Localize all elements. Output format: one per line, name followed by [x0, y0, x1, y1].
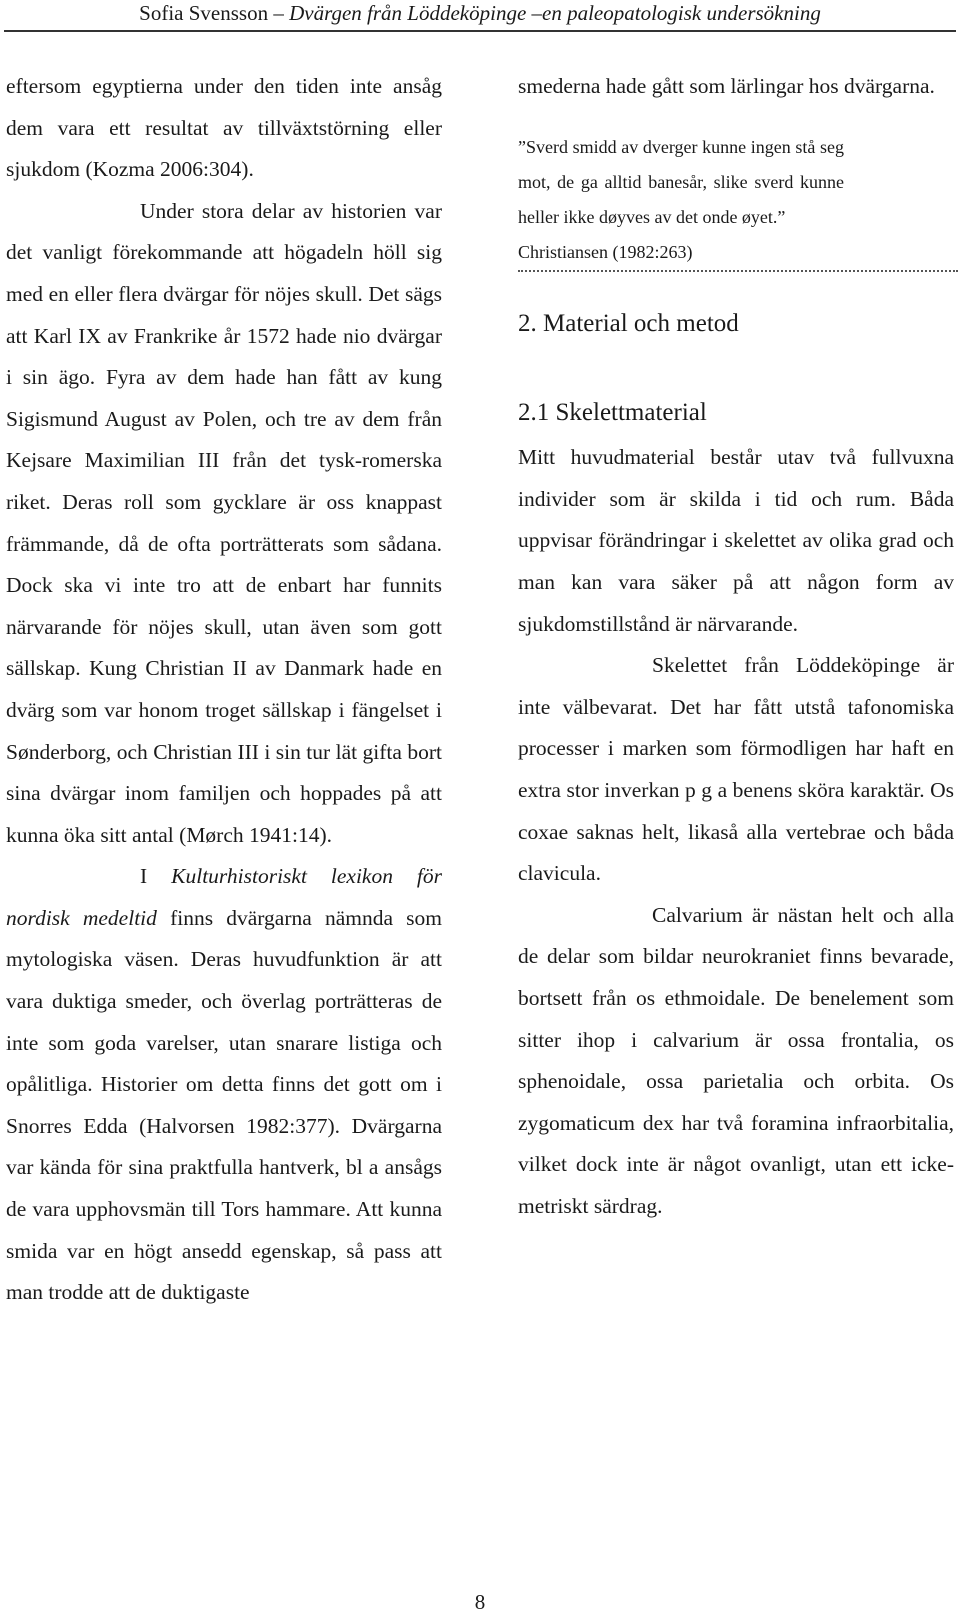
left-paragraph-3-post: finns dvärgarna nämnda som mytologiska väsen. Deras huvudfunktion är att vara duktiga smeder, och överlag porträtteras de inte som goda varelser, utan snarare listiga och opålitliga. Historier om detta finns det gott om i Snorres Edda (Halvorsen 1982:377). Dvärgarna var kända för sina praktfulla hantverk, bl a ansågs de vara upphovsmän till Tors hammare. Att kunna smida var en högt ansedd egenskap, så pass att man trodde att de duktigaste: [6, 905, 443, 1305]
right-paragraph-4: Calvarium är nästan helt och alla de delar som bildar neurokraniet finns bevarade, bortsett från os ethmoidale. De benelement som sitter ihop i calvarium är ossa frontalia, os sphenoidale, ossa parietalia och orbita. Os zygomaticum dex har två foramina infraorbitalia, vilket dock inte är något ovanligt, utan ett icke-metriskt särdrag.: [518, 902, 954, 1218]
left-paragraph-1: eftersom egyptierna under den tiden inte ansåg dem vara ett resultat av tillväxtstörning eller sjukdom (Kozma 2006:304).: [6, 74, 442, 182]
dotted-divider: [518, 270, 958, 272]
quote-citation: Christiansen (1982:263): [518, 242, 693, 263]
left-column: [6, 66, 442, 1314]
section-heading: 2. Material och metod: [518, 310, 739, 338]
block-quote: ”Sverd smidd av dverger kunne ingen stå seg mot, de ga alltid banesår, slike sverd kunne heller ikke døyves av det onde øyet.”: [518, 136, 844, 227]
right-column: [518, 66, 954, 1227]
header-dash: –: [268, 1, 290, 25]
left-paragraph-3-pre: I: [140, 864, 172, 889]
left-paragraph-2: Under stora delar av historien var det vanligt förekommande att högadeln höll sig med en eller flera dvärgar för nöjes skull. Det sägs att Karl IX av Frankrike år 1572 hade nio dvärgar i sin ägo. Fyra av dem hade han fått av kung Sigismund August av Polen, och tre av dem från Kejsare Maximilian III från det tysk-romerska riket. Deras roll som gycklare är oss knappast främmande, då de ofta porträtterats som sådana. Dock ska vi inte tro att de enbart har funnits närvarande för nöjes skull, utan även som gott sällskap. Kung Christian II av Danmark hade en dvärg som var honom troget sällskap i fängelset i Sønderborg, och Christian III i sin tur lät gifta bort sina dvärgar inom familjen och hoppades på att kunna öka sitt antal (Mørch 1941:14).: [6, 198, 442, 847]
right-paragraph-2: Mitt huvudmaterial består utav två fullvuxna individer som är skilda i tid och rum. Båda uppvisar förändringar i skelettet av olika grad och man kan vara säker på att någon form av sjukdomstillstånd är närvarande.: [518, 445, 954, 636]
page-number: 8: [474, 1590, 486, 1614]
header-author: Sofia Svensson: [139, 1, 269, 25]
header-title: Dvärgen från Löddeköpinge –en paleopatologisk undersökning: [289, 1, 821, 25]
running-header: [0, 0, 960, 34]
subsection-heading: 2.1 Skelettmaterial: [518, 399, 707, 427]
header-rule: [4, 30, 956, 32]
lexicon-title: Kulturhistoriskt lexikon för nordisk medeltid: [6, 864, 442, 930]
right-paragraph-1: smederna hade gått som lärlingar hos dvärgarna.: [518, 74, 935, 98]
right-paragraph-3: Skelettet från Löddeköpinge är inte välbevarat. Det har fått utstå tafonomiska processer i marken som förmodligen har haft en extra stor inverkan p g a benens sköra karaktär. Os coxae saknas helt, likaså alla vertebrae och båda clavicula.: [518, 653, 954, 886]
left-paragraph-3: [6, 856, 442, 1314]
